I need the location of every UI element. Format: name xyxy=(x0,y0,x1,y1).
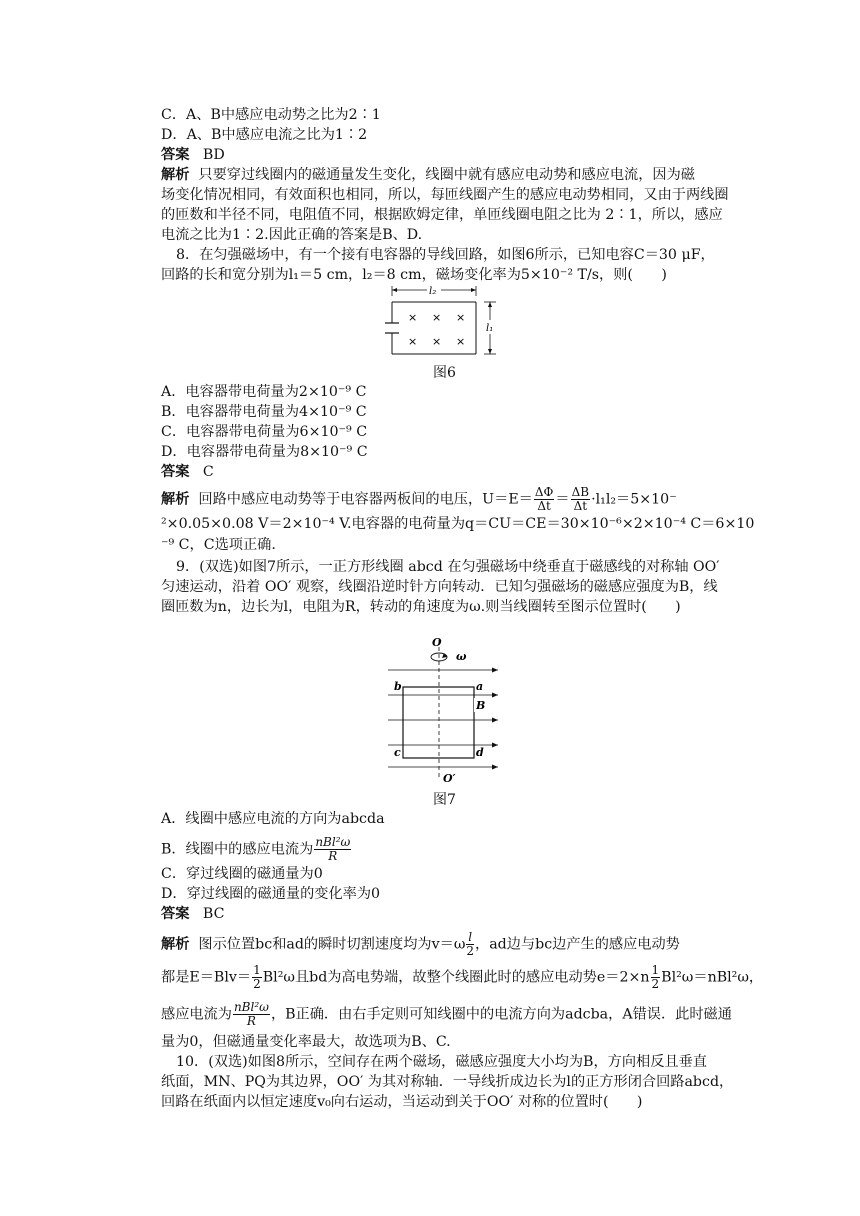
field-cross: × xyxy=(408,335,418,348)
fig7-label-O-prime: O′ xyxy=(443,772,456,785)
fraction-denominator: 2 xyxy=(253,977,261,991)
analysis-text: Bl²ω且bd为高电势端，故整个线圈此时的感应电动势e＝2×n xyxy=(262,969,650,986)
q8-option-c: C．电容器带电荷量为6×10⁻⁹ C xyxy=(161,424,368,440)
fig7-label-b: b xyxy=(394,680,402,693)
fig7-label-B: B xyxy=(476,699,486,712)
q8-analysis-line-2: ²×0.05×0.08 V＝2×10⁻⁴ V.电容器的电荷量为q＝CU＝CE＝30×10⁻⁶×2×10⁻⁴ C＝6×10 xyxy=(161,516,755,532)
analysis-text: 只要穿过线圈内的磁通量发生变化，线圈中就有感应电动势和感应电流，因为磁 xyxy=(198,167,695,183)
q9-analysis-line-2 xyxy=(161,964,763,991)
field-cross: × xyxy=(456,311,466,324)
fig7-label-omega: ω xyxy=(456,650,467,663)
analysis-text: ·l₁l₂＝5×10⁻ xyxy=(591,491,677,508)
equals-sign: ＝ xyxy=(555,491,570,508)
q7-answer xyxy=(161,145,225,165)
q7-option-c: C．A、B中感应电动势之比为2∶1 xyxy=(161,107,381,123)
q9-stem-line-1: 9．(双选)如图7所示，一正方形线圈 abcd 在匀强磁场中绕垂直于磁感线的对称轴 OO′ xyxy=(176,559,720,575)
fraction-nbl2w-r xyxy=(233,1001,270,1028)
fraction-nbl2w-r xyxy=(314,836,351,863)
q8-option-d: D．电容器带电荷量为8×10⁻⁹ C xyxy=(161,444,368,460)
answer-label: 答案 xyxy=(161,464,190,480)
analysis-text: Bl²ω＝nBl²ω， xyxy=(661,969,764,986)
figure-6-caption: 图6 xyxy=(433,365,456,381)
fraction-denominator: Δt xyxy=(573,499,588,513)
figure-7-caption: 图7 xyxy=(433,792,456,808)
q9-analysis-line-3 xyxy=(161,1001,732,1028)
field-cross: × xyxy=(432,311,442,324)
field-cross: × xyxy=(456,335,466,348)
fig6-l2-label: l₂ xyxy=(429,286,437,297)
answer-value: BD xyxy=(202,147,225,163)
q9-analysis-line-4: 量为0，但磁通量变化率最大，故选项为B、C. xyxy=(161,1034,451,1050)
fraction-numerator: nBl²ω xyxy=(233,1000,269,1014)
fig7-label-d: d xyxy=(476,746,484,759)
analysis-text: ，ad边与bc边产生的感应电动势 xyxy=(475,936,680,953)
q9-option-c: C．穿过线圈的磁通量为0 xyxy=(161,866,323,882)
fraction-denominator: Δt xyxy=(537,499,551,513)
q7-analysis-line-3: 的匝数和半径不同，电阻值不同，根据欧姆定律，单匝线圈电阻之比为 2∶1，所以，感应 xyxy=(161,207,723,223)
analysis-label: 解析 xyxy=(161,936,190,953)
q8-analysis-line-1 xyxy=(161,486,677,513)
fraction-numerator: nBl²ω xyxy=(315,835,351,849)
analysis-text: 感应电流为 xyxy=(161,1006,232,1023)
fig7-label-a: a xyxy=(476,680,484,693)
analysis-text: 回路中感应电动势等于电容器两板间的电压，U＝E＝ xyxy=(198,491,533,508)
field-cross: × xyxy=(432,335,442,348)
q8-option-b: B．电容器带电荷量为4×10⁻⁹ C xyxy=(161,404,367,420)
fraction-denominator: 2 xyxy=(466,944,475,958)
fraction-numerator: 1 xyxy=(253,963,261,977)
fig7-label-c: c xyxy=(394,746,401,759)
q8-stem-line-1: 8．在匀强磁场中，有一个接有电容器的导线回路，如图6所示，已知电容C＝30 μF， xyxy=(176,247,715,263)
q8-option-a: A．电容器带电荷量为2×10⁻⁹ C xyxy=(161,384,367,400)
q9-option-b xyxy=(161,836,352,863)
answer-value: BC xyxy=(202,906,225,922)
analysis-text: ，B正确．由右手定则可知线圈中的电流方向为adcba，A错误．此时磁通 xyxy=(270,1006,732,1023)
fraction-dphi-dt xyxy=(534,486,555,513)
fraction-numerator: l xyxy=(468,930,473,944)
fraction-denominator: R xyxy=(328,849,338,863)
analysis-text: 都是E＝Blv＝ xyxy=(161,969,252,986)
fraction-numerator: ΔΦ xyxy=(534,485,554,499)
fraction-denominator: 2 xyxy=(651,977,660,991)
option-text: B．线圈中的感应电流为 xyxy=(161,841,314,858)
q7-analysis-line-4: 电流之比为1∶2.因此正确的答案是B、D. xyxy=(161,227,423,243)
q9-stem-line-3: 圈匝数为n，边长为l，电阻为R，转动的角速度为ω.则当线圈转至图示位置时( ) xyxy=(161,599,681,615)
q7-analysis-line-2: 场变化情况相同，有效面积也相同，所以，每匝线圈产生的感应电动势相同，又由于两线圈 xyxy=(161,187,729,203)
answer-value: C xyxy=(202,464,214,480)
analysis-text: 图示位置bc和ad的瞬时切割速度均为v＝ω xyxy=(198,936,466,953)
fraction-denominator: R xyxy=(246,1014,256,1028)
q10-stem-line-2: 纸面，MN、PQ为其边界，OO′ 为其对称轴．一导线折成边长为l的正方形闭合回路abcd， xyxy=(161,1074,734,1090)
q9-answer xyxy=(161,904,224,924)
fig6-l1-label: l₁ xyxy=(486,323,494,334)
answer-label: 答案 xyxy=(161,906,190,922)
fraction-db-dt xyxy=(571,486,590,513)
q9-option-a: A．线圈中感应电流的方向为abcda xyxy=(161,811,385,827)
q10-stem-line-3: 回路在纸面内以恒定速度v₀向右运动，当运动到关于OO′ 对称的位置时( ) xyxy=(161,1094,643,1110)
q10-stem-line-1: 10．(双选)如图8所示，空间存在两个磁场，磁感应强度大小均为B，方向相反且垂直 xyxy=(176,1054,707,1070)
answer-label: 答案 xyxy=(161,147,190,163)
q8-stem-line-2: 回路的长和宽分别为l₁＝5 cm，l₂＝8 cm，磁场变化率为5×10⁻² T/s，则( ) xyxy=(161,267,667,283)
q7-option-d: D．A、B中感应电流之比为1∶2 xyxy=(161,127,368,143)
q9-stem-line-2: 匀速运动，沿着 OO′ 观察，线圈沿逆时针方向转动．已知匀强磁场的磁感应强度为B，线 xyxy=(161,579,718,595)
fraction-one-half xyxy=(651,964,661,991)
fraction-numerator: 1 xyxy=(651,963,660,977)
fraction-one-half xyxy=(252,964,262,991)
q7-analysis-line-1 xyxy=(161,165,695,185)
q8-answer xyxy=(161,462,214,482)
analysis-label: 解析 xyxy=(161,491,190,508)
analysis-label: 解析 xyxy=(161,167,190,183)
fraction-numerator: ΔB xyxy=(571,485,590,499)
q9-option-d: D．穿过线圈的磁通量的变化率为0 xyxy=(161,886,381,902)
figure-7-rotating-coil xyxy=(380,632,510,787)
fig7-label-O: O xyxy=(432,636,442,649)
q9-analysis-line-1 xyxy=(161,931,680,958)
field-cross: × xyxy=(408,311,418,324)
q8-analysis-line-3: ⁻⁹ C，C选项正确. xyxy=(161,537,276,553)
fraction-l-2 xyxy=(466,931,474,958)
figure-6-circuit xyxy=(380,282,500,362)
